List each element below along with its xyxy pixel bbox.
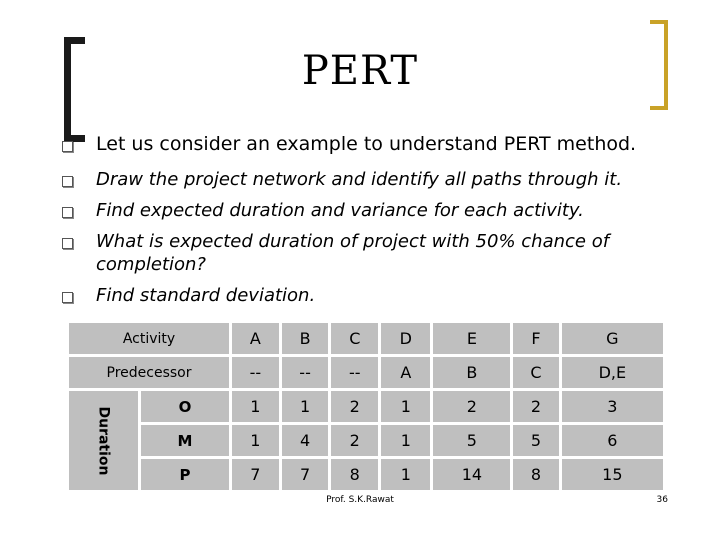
table-cell: 1 [380,390,432,424]
bullet-text: Let us consider an example to understand PERT method. [96,133,637,155]
table-cell: G [560,322,664,356]
table-cell: 15 [560,458,664,492]
bullet-item [62,133,682,156]
table-cell: 14 [432,458,512,492]
table-cell: 5 [432,424,512,458]
table-cell: B [432,356,512,390]
bullet-box-icon [62,176,73,187]
table-row [68,390,665,424]
table-cell: D [380,322,432,356]
table-cell: B [280,322,330,356]
table-cell: -- [280,356,330,390]
table-cell: D,E [560,356,664,390]
table-row [68,356,665,390]
bullet-text: What is expected duration of project with 50% chance of completion? [96,231,610,275]
bullet-item [62,199,682,222]
activity-header: Activity [68,322,231,356]
bullet-text: Find standard deviation. [96,285,316,306]
table-cell: 3 [560,390,664,424]
table-cell: 1 [380,458,432,492]
bullet-box-icon [62,238,73,249]
bullet-item [62,168,682,191]
slide-title: PERT [301,48,419,94]
pert-table-container [66,320,666,488]
table-cell: -- [231,356,281,390]
table-cell: 7 [231,458,281,492]
table-cell: F [512,322,560,356]
table-cell: 7 [280,458,330,492]
row-label-m: M [140,424,231,458]
table-cell: E [432,322,512,356]
table-cell: C [330,322,380,356]
table-cell: 2 [512,390,560,424]
table-cell: 2 [330,424,380,458]
predecessor-header: Predecessor [68,356,231,390]
bullet-list [62,133,682,315]
bullet-item [62,284,682,307]
table-cell: C [512,356,560,390]
table-cell: -- [330,356,380,390]
pert-table [66,320,666,493]
table-cell: 4 [280,424,330,458]
table-cell: 1 [280,390,330,424]
bullet-text: Draw the project network and identify all paths through it. [96,169,623,190]
bullet-box-icon [62,207,73,218]
table-cell: 2 [432,390,512,424]
table-cell: 1 [380,424,432,458]
table-cell: 2 [330,390,380,424]
table-cell: A [231,322,281,356]
table-cell: 8 [512,458,560,492]
footer-author: Prof. S.K.Rawat [326,495,394,505]
row-label-p: P [140,458,231,492]
table-cell: 6 [560,424,664,458]
bullet-text: Find expected duration and variance for each activity. [96,200,584,221]
table-cell: 1 [231,424,281,458]
table-row [68,322,665,356]
bullet-item [62,230,682,276]
duration-header [68,390,140,492]
row-label-o: O [140,390,231,424]
table-cell: 1 [231,390,281,424]
table-cell: 5 [512,424,560,458]
page-number: 36 [656,495,668,505]
table-row [68,424,665,458]
duration-label: Duration [95,405,112,476]
bullet-box-icon [62,292,73,303]
table-cell: A [380,356,432,390]
table-row [68,458,665,492]
table-cell: 8 [330,458,380,492]
bullet-box-icon [62,141,73,152]
